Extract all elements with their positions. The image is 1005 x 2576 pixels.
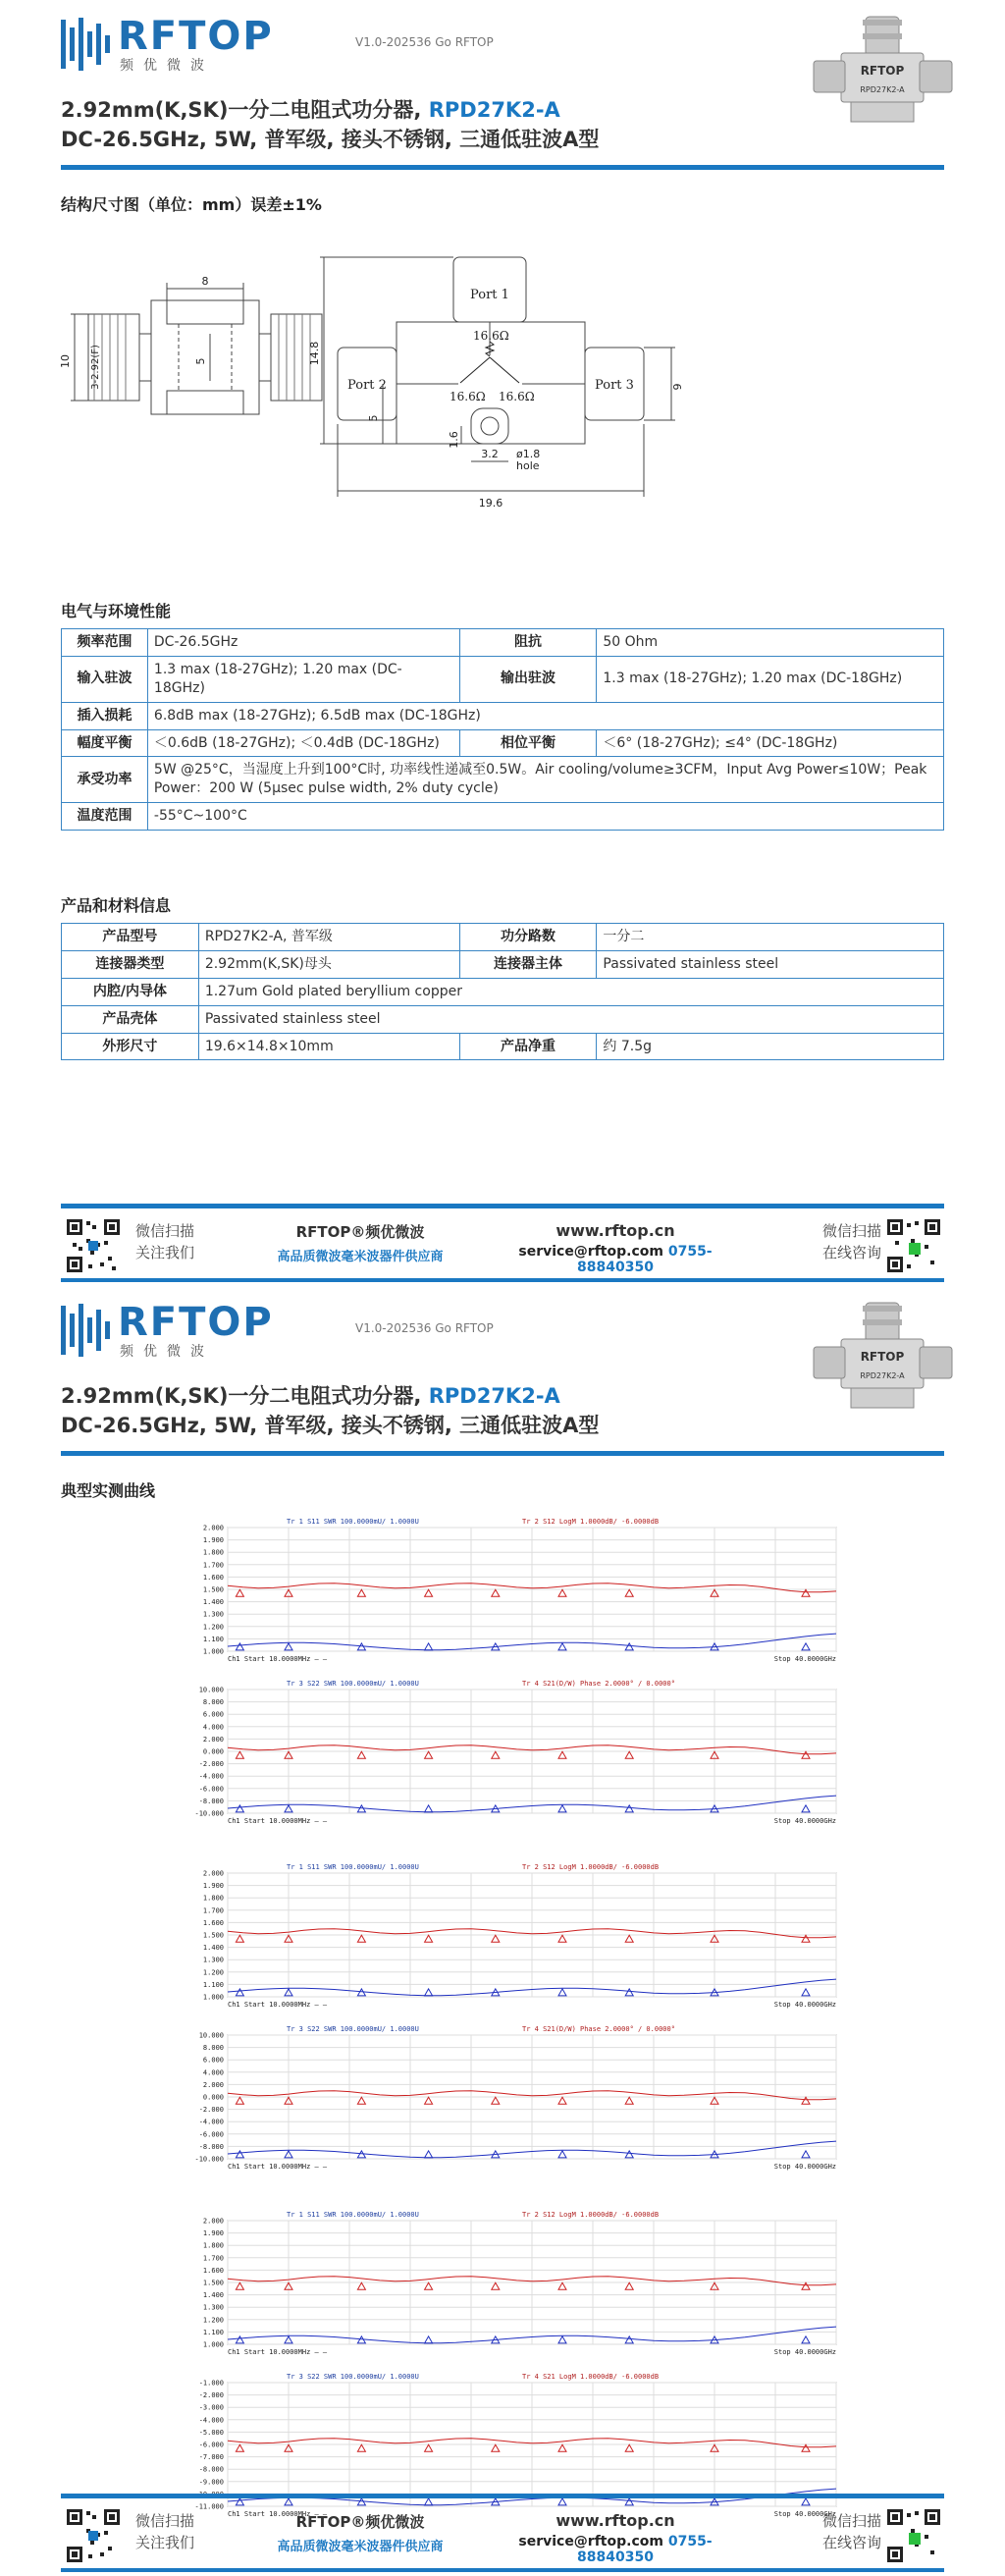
y-tick-label: 1.500 — [202, 2279, 224, 2287]
page-title: 2.92mm(K,SK)一分二电阻式功分器, RPD27K2-A — [61, 1384, 560, 1408]
product-label: RFTOP — [860, 64, 905, 78]
footer — [61, 2494, 944, 2572]
logo-text: RFTOP — [118, 1300, 274, 1345]
trace-header-left: Tr 3 S22 SWR 100.0000mU/ 1.0000U — [287, 1680, 419, 1688]
trace-header-left: Tr 3 S22 SWR 100.0000mU/ 1.0000U — [287, 2025, 419, 2033]
y-tick-label: 2.000 — [202, 1524, 224, 1532]
hole-word: hole — [516, 459, 540, 472]
top-view — [308, 257, 684, 510]
y-tick-label: 2.000 — [202, 1735, 224, 1744]
y-tick-label: 1.800 — [202, 2241, 224, 2250]
page-1 — [0, 0, 1005, 1286]
section-electrical: 电气与环境性能 — [61, 602, 172, 620]
product-label: RFTOP — [860, 1350, 905, 1364]
side-view — [59, 275, 322, 414]
temp-label: 温度范围 — [62, 803, 148, 831]
y-tick-label: 1.700 — [202, 2254, 224, 2263]
dim-5a: 5 — [194, 357, 207, 365]
start-freq: Ch1 Start 10.0000MHz — — — [228, 2001, 328, 2009]
trace-header-right: Tr 2 S12 LogM 1.0000dB/ -6.0000dB — [522, 2211, 660, 2219]
y-tick-label: 10.000 — [198, 2031, 224, 2040]
header-rule — [61, 165, 944, 170]
y-tick-label: 1.100 — [202, 1980, 224, 1989]
y-tick-label: 1.600 — [202, 1573, 224, 1582]
sparam-chart-pair — [177, 1514, 864, 1838]
y-tick-label: 1.400 — [202, 2291, 224, 2300]
resistor-right: 16.6Ω — [499, 390, 535, 403]
freq-label: 频率范围 — [62, 629, 148, 657]
y-tick-label: -9.000 — [198, 2478, 224, 2487]
start-freq: Ch1 Start 10.0000MHz — — — [228, 2348, 328, 2356]
weight-label: 产品净重 — [459, 1033, 597, 1060]
y-tick-label: -8.000 — [198, 2465, 224, 2474]
table-row — [62, 803, 944, 831]
stop-freq: Stop 40.0000GHz — [773, 2001, 836, 2009]
y-tick-label: -8.000 — [198, 2142, 224, 2151]
y-tick-label: -7.000 — [198, 2453, 224, 2462]
footer-wechat-follow: 微信扫描 关注我们 — [135, 2512, 195, 2551]
table-row — [62, 629, 944, 657]
freq-value: DC-26.5GHz — [147, 629, 459, 657]
table-row — [62, 702, 944, 729]
qr-code-icon — [65, 2507, 122, 2564]
y-tick-label: -4.000 — [198, 2416, 224, 2425]
qr-code-icon — [885, 2507, 942, 2564]
trace-header-left: Tr 3 S22 SWR 100.0000mU/ 1.0000U — [287, 2373, 419, 2381]
y-tick-label: 1.700 — [202, 1561, 224, 1570]
weight-value: 约 7.5g — [597, 1033, 944, 1060]
resistor-left: 16.6Ω — [450, 390, 486, 403]
title-model: RPD27K2-A — [428, 98, 560, 122]
y-tick-label: 1.300 — [202, 1956, 224, 1964]
y-tick-label: 0.000 — [202, 1747, 224, 1756]
section-product-info: 产品和材料信息 — [61, 896, 172, 915]
logo-wave-icon — [61, 14, 116, 75]
model-value: RPD27K2-A, 普军级 — [198, 924, 459, 951]
trace-header-right: Tr 4 S21(D/W) Phase 2.0000° / 0.0000° — [522, 1680, 675, 1688]
y-tick-label: 1.100 — [202, 2328, 224, 2336]
y-tick-label: -6.000 — [198, 2130, 224, 2139]
stop-freq: Stop 40.0000GHz — [773, 1817, 836, 1825]
swr-plot — [203, 1863, 836, 2009]
start-freq: Ch1 Start 10.0000MHz — — — [228, 1817, 328, 1825]
vswr-out-value: 1.3 max (18-27GHz); 1.20 max (DC-18GHz) — [597, 656, 944, 702]
y-tick-label: 2.000 — [202, 1869, 224, 1878]
product-model-label: RPD27K2-A — [860, 1371, 905, 1380]
trace-header-left: Tr 1 S11 SWR 100.0000mU/ 1.0000U — [287, 2211, 419, 2219]
ways-label: 功分路数 — [459, 924, 597, 951]
swr-plot — [203, 1518, 836, 1663]
version-label: V1.0-202536 Go RFTOP — [355, 35, 494, 49]
section-curves: 典型实测曲线 — [61, 1481, 156, 1500]
y-tick-label: 1.800 — [202, 1894, 224, 1903]
product-table — [61, 923, 944, 1060]
shell-value: Passivated stainless steel — [198, 1005, 943, 1033]
footer-wechat-consult: 微信扫描 在线咨询 — [822, 1222, 882, 1261]
y-tick-label: -2.000 — [198, 2391, 224, 2400]
dim-10: 10 — [59, 354, 72, 368]
y-tick-label: 2.000 — [202, 2080, 224, 2089]
trace-header-left: Tr 1 S11 SWR 100.0000mU/ 1.0000U — [287, 1518, 419, 1526]
footer-wechat-consult: 微信扫描 在线咨询 — [822, 2512, 882, 2551]
y-tick-label: -3.000 — [198, 2403, 224, 2412]
hole-dim: ø1.8 — [516, 448, 541, 460]
rftop-logo — [61, 1300, 274, 1361]
y-tick-label: -10.000 — [194, 2155, 224, 2164]
y-tick-label: 1.600 — [202, 1918, 224, 1927]
conn-label: 连接器类型 — [62, 950, 199, 978]
port1-label: Port 1 — [470, 288, 509, 302]
email-link[interactable]: service@rftop.com — [518, 1244, 663, 1260]
y-tick-label: 6.000 — [202, 1710, 224, 1719]
phone: 0755-88840350 — [577, 1244, 713, 1275]
dim-8: 8 — [201, 275, 209, 288]
amp-label: 幅度平衡 — [62, 729, 148, 757]
il-label: 插入损耗 — [62, 702, 148, 729]
inner-value: 1.27um Gold plated beryllium copper — [198, 978, 943, 1005]
footer-company: RFTOP®频优微波 高品质微波毫米波器件供应商 — [277, 1223, 444, 1264]
y-tick-label: 1.400 — [202, 1598, 224, 1607]
y-tick-label: -4.000 — [198, 2118, 224, 2126]
y-tick-label: 8.000 — [202, 2044, 224, 2053]
power-label: 承受功率 — [62, 757, 148, 803]
phase-plot — [194, 1680, 836, 1825]
table-row — [62, 1033, 944, 1060]
email-link[interactable]: service@rftop.com — [518, 2534, 663, 2549]
phase-plot — [194, 2025, 836, 2171]
imp-value: 50 Ohm — [597, 629, 944, 657]
rftop-logo — [61, 14, 274, 75]
table-row — [62, 924, 944, 951]
footer-wechat-follow: 微信扫描 关注我们 — [135, 1222, 195, 1261]
title-prefix: 2.92mm(K,SK)一分二电阻式功分器, — [61, 98, 429, 122]
product-photo — [812, 12, 954, 134]
power-value: 5W @25°C，当湿度上升到100°C时, 功率线性递减至0.5W。Air cooling/volume≥3CFM，Input Avg Power≤10W；Peak Power：200 W (5μsec pulse width, 2% duty cycle) — [147, 757, 943, 803]
y-tick-label: 1.400 — [202, 1944, 224, 1953]
stop-freq: Stop 40.0000GHz — [773, 2163, 836, 2171]
y-tick-label: -1.000 — [198, 2379, 224, 2388]
page-subtitle: DC-26.5GHz, 5W, 普军级, 接头不锈钢, 三通低驻波A型 — [61, 128, 600, 151]
amp-value: ＜0.6dB (18-27GHz); ＜0.4dB (DC-18GHz) — [147, 729, 459, 757]
y-tick-label: -6.000 — [198, 2441, 224, 2449]
port3-label: Port 3 — [595, 378, 634, 393]
y-tick-label: 1.900 — [202, 2229, 224, 2238]
y-tick-label: 1.900 — [202, 1882, 224, 1891]
y-tick-label: 2.000 — [202, 2217, 224, 2226]
trace-header-right: Tr 4 S21 LogM 1.0000dB/ -6.0000dB — [522, 2373, 660, 2381]
stop-freq: Stop 40.0000GHz — [773, 2348, 836, 2356]
start-freq: Ch1 Start 10.0000MHz — — — [228, 2510, 328, 2518]
website-link[interactable]: www.rftop.cn — [555, 2511, 675, 2530]
size-value: 19.6×14.8×10mm — [198, 1033, 459, 1060]
website-link[interactable]: www.rftop.cn — [555, 1221, 675, 1240]
y-tick-label: 1.500 — [202, 1585, 224, 1594]
y-tick-label: -2.000 — [198, 1760, 224, 1769]
y-tick-label: 1.200 — [202, 1968, 224, 1977]
stop-freq: Stop 40.0000GHz — [773, 1655, 836, 1663]
dim-19-6: 19.6 — [478, 497, 503, 510]
logo-text: RFTOP — [118, 14, 274, 59]
y-tick-label: 1.200 — [202, 1623, 224, 1632]
y-tick-label: 1.500 — [202, 1931, 224, 1940]
conn-value: 2.92mm(K,SK)母头 — [198, 950, 459, 978]
vswr-in-value: 1.3 max (18-27GHz); 1.20 max (DC-18GHz) — [147, 656, 459, 702]
stop-freq: Stop 40.0000GHz — [773, 2510, 836, 2518]
temp-value: -55°C~100°C — [147, 803, 943, 831]
dim-thread: 3-2.92(F) — [90, 345, 101, 390]
dim-1-6: 1.6 — [448, 431, 460, 449]
model-label: 产品型号 — [62, 924, 199, 951]
y-tick-label: -8.000 — [198, 1797, 224, 1805]
y-tick-label: 1.900 — [202, 1536, 224, 1545]
section-dimensions: 结构尺寸图（单位：mm）误差±1% — [61, 195, 322, 214]
trace-header-right: Tr 2 S12 LogM 1.0000dB/ -6.0000dB — [522, 1518, 660, 1526]
logo-wave-icon — [61, 1300, 116, 1361]
body-label: 连接器主体 — [459, 950, 597, 978]
start-freq: Ch1 Start 10.0000MHz — — — [228, 1655, 328, 1663]
inner-label: 内腔/内导体 — [62, 978, 199, 1005]
resistor-top: 16.6Ω — [473, 329, 509, 343]
dim-5b: 5 — [367, 414, 380, 422]
table-row — [62, 729, 944, 757]
y-tick-label: 1.000 — [202, 1993, 224, 2002]
y-tick-label: 1.300 — [202, 1610, 224, 1619]
table-row — [62, 757, 944, 803]
imp-label: 阻抗 — [459, 629, 597, 657]
shell-label: 产品壳体 — [62, 1005, 199, 1033]
page-subtitle: DC-26.5GHz, 5W, 普军级, 接头不锈钢, 三通低驻波A型 — [61, 1414, 600, 1437]
il-value: 6.8dB max (18-27GHz); 6.5dB max (DC-18GHz) — [147, 702, 943, 729]
size-label: 外形尺寸 — [62, 1033, 199, 1060]
footer-contact — [507, 2511, 723, 2565]
y-tick-label: 8.000 — [202, 1698, 224, 1707]
logo-subtext: 频优微波 — [120, 1344, 214, 1360]
phase-value: ＜6° (18-27GHz); ≤4° (DC-18GHz) — [597, 729, 944, 757]
y-tick-label: 1.800 — [202, 1548, 224, 1557]
table-row — [62, 978, 944, 1005]
sparam-chart-pair — [177, 2207, 864, 2531]
y-tick-label: 4.000 — [202, 2068, 224, 2077]
electrical-table — [61, 628, 944, 831]
version-label: V1.0-202536 Go RFTOP — [355, 1321, 494, 1335]
dim-3-2: 3.2 — [481, 448, 499, 460]
table-row — [62, 950, 944, 978]
dim-9: 9 — [671, 383, 684, 391]
y-tick-label: 1.000 — [202, 1647, 224, 1656]
port2-label: Port 2 — [347, 378, 387, 393]
qr-code-icon — [885, 1217, 942, 1274]
page-2 — [0, 1286, 1005, 2576]
qr-code-icon — [65, 1217, 122, 1274]
product-model-label: RPD27K2-A — [860, 85, 905, 94]
y-tick-label: -10.000 — [194, 1809, 224, 1818]
trace-header-right: Tr 4 S21(D/W) Phase 2.0000° / 0.0000° — [522, 2025, 675, 2033]
swr-plot — [203, 2211, 836, 2356]
footer-company: RFTOP®频优微波 高品质微波毫米波器件供应商 — [277, 2513, 444, 2554]
footer-contact — [507, 1221, 723, 1275]
vswr-out-label: 输出驻波 — [459, 656, 597, 702]
y-tick-label: -11.000 — [194, 2502, 224, 2511]
table-row — [62, 656, 944, 702]
y-tick-label: -5.000 — [198, 2428, 224, 2437]
dim-14-8: 14.8 — [308, 341, 321, 366]
y-tick-label: -2.000 — [198, 2106, 224, 2115]
y-tick-label: 1.200 — [202, 2316, 224, 2325]
body-value: Passivated stainless steel — [597, 950, 944, 978]
footer — [61, 1204, 944, 1282]
y-tick-label: 6.000 — [202, 2056, 224, 2065]
y-tick-label: 1.700 — [202, 1906, 224, 1915]
ways-value: 一分二 — [597, 924, 944, 951]
y-tick-label: 1.300 — [202, 2303, 224, 2312]
product-photo — [812, 1298, 954, 1421]
y-tick-label: 0.000 — [202, 2093, 224, 2102]
start-freq: Ch1 Start 10.0000MHz — — — [228, 2163, 328, 2171]
phase-label: 相位平衡 — [459, 729, 597, 757]
sparam-chart-pair — [177, 1859, 864, 2183]
y-tick-label: -4.000 — [198, 1772, 224, 1781]
y-tick-label: 1.000 — [202, 2340, 224, 2349]
table-row — [62, 1005, 944, 1033]
logo-subtext: 频优微波 — [120, 58, 214, 74]
trace-header-right: Tr 2 S12 LogM 1.0000dB/ -6.0000dB — [522, 1863, 660, 1871]
y-tick-label: 4.000 — [202, 1723, 224, 1732]
vswr-in-label: 输入驻波 — [62, 656, 148, 702]
y-tick-label: 1.600 — [202, 2266, 224, 2275]
page-title — [61, 94, 560, 124]
header-rule — [61, 1451, 944, 1456]
y-tick-label: -6.000 — [198, 1785, 224, 1794]
trace-header-left: Tr 1 S11 SWR 100.0000mU/ 1.0000U — [287, 1863, 419, 1871]
y-tick-label: 10.000 — [198, 1686, 224, 1694]
y-tick-label: 1.100 — [202, 1635, 224, 1643]
dimension-drawing — [61, 243, 944, 567]
phone: 0755-88840350 — [577, 2534, 713, 2565]
